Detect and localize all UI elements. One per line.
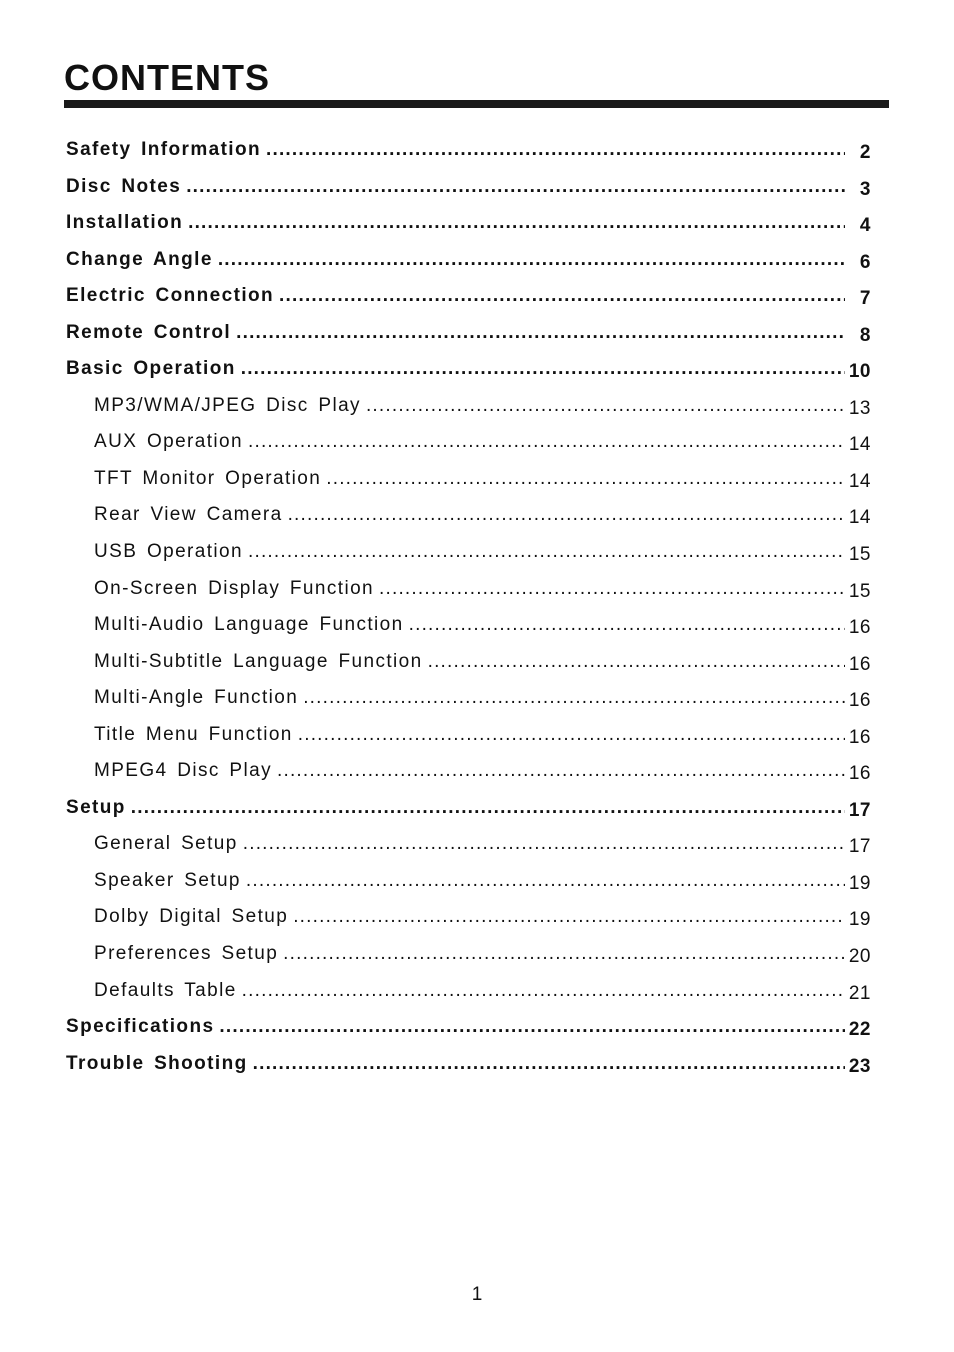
toc-entry-label: Remote Control [66,321,232,343]
toc-entry[interactable] [66,278,871,315]
toc-dot-leader [279,278,845,314]
toc-entry[interactable] [66,607,871,644]
toc-dot-leader [428,644,845,680]
toc-entry[interactable] [66,826,871,863]
toc-entry-label: MPEG4 Disc Play [94,760,272,782]
toc-dot-leader [219,1009,845,1045]
toc-entry[interactable] [66,351,871,388]
toc-entry[interactable] [66,680,871,717]
title-rule [64,100,889,108]
toc-entry-page: 6 [859,251,871,273]
toc-entry-page: 17 [848,799,871,821]
toc-dot-leader [248,534,845,570]
page-title: CONTENTS [64,57,270,98]
toc-entry-page: 16 [848,617,871,639]
toc-dot-leader [288,497,845,533]
page-number: 1 [471,1284,483,1305]
toc-entry-page: 16 [848,690,871,712]
toc-entry-page: 8 [859,324,871,346]
toc-entry[interactable] [66,717,871,754]
toc-entry[interactable] [66,1009,871,1046]
toc-entry-page: 2 [859,142,871,163]
toc-entry-label: Preferences Setup [94,943,279,965]
toc-entry[interactable] [66,571,871,608]
toc-entry-label: Installation [66,212,184,234]
toc-entry-label: MP3/WMA/JPEG Disc Play [94,394,361,416]
toc-entry-label: Dolby Digital Setup [94,906,289,928]
toc-entry[interactable] [66,242,871,279]
toc-dot-leader [283,936,845,972]
toc-entry-label: On-Screen Display Function [94,577,375,599]
toc-dot-leader [277,753,845,789]
toc-entry-page: 22 [848,1019,871,1041]
toc-entry-page: 3 [859,178,871,200]
toc-dot-leader [186,169,845,205]
toc-entry[interactable] [66,315,871,352]
toc-entry-page: 16 [848,653,871,675]
toc-entry-label: Multi-Angle Function [94,687,299,709]
toc-entry-page: 23 [848,1055,871,1077]
table-of-contents [66,132,871,1082]
toc-entry-label: Electric Connection [66,285,275,307]
toc-entry-label: Safety Information [66,139,261,160]
toc-entry[interactable] [66,1046,871,1083]
toc-entry-label: General Setup [94,833,238,855]
toc-entry[interactable] [66,753,871,790]
toc-entry-label: Speaker Setup [94,869,241,891]
toc-entry-label: Rear View Camera [94,504,283,526]
toc-dot-leader [298,717,845,753]
toc-entry-page: 14 [848,507,871,529]
toc-entry-page: 7 [859,288,871,310]
toc-dot-leader [409,607,845,643]
toc-dot-leader [236,315,845,351]
toc-entry-label: Disc Notes [66,175,182,197]
toc-entry[interactable] [66,497,871,534]
toc-dot-leader [242,973,845,1009]
toc-entry[interactable] [66,644,871,681]
toc-entry[interactable] [66,132,871,169]
toc-entry[interactable] [66,534,871,571]
toc-dot-leader [379,571,845,607]
toc-entry-label: Basic Operation [66,358,236,380]
toc-entry[interactable] [66,205,871,242]
toc-entry-page: 21 [848,982,871,1004]
toc-dot-leader [326,461,845,497]
toc-entry-label: Multi-Audio Language Function [94,614,404,636]
toc-entry-label: AUX Operation [94,431,243,453]
toc-entry-label: Specifications [66,1016,215,1038]
toc-entry[interactable] [66,936,871,973]
toc-dot-leader [243,826,845,862]
toc-entry-label: USB Operation [94,541,243,563]
toc-entry-page: 4 [859,215,871,237]
toc-dot-leader [188,205,845,241]
toc-entry-page: 19 [848,872,871,894]
toc-dot-leader [293,899,845,935]
toc-dot-leader [303,680,845,716]
toc-entry-page: 19 [848,909,871,931]
toc-entry-label: Defaults Table [94,979,237,1001]
toc-entry-page: 14 [848,434,871,456]
toc-entry-label: Multi-Subtitle Language Function [94,650,423,672]
toc-entry-page: 15 [848,580,871,602]
toc-dot-leader [241,351,845,387]
toc-entry[interactable] [66,973,871,1010]
toc-entry-label: Change Angle [66,248,213,270]
toc-entry[interactable] [66,899,871,936]
toc-dot-leader [366,388,845,424]
toc-dot-leader [218,242,845,278]
toc-dot-leader [246,863,845,899]
toc-entry[interactable] [66,863,871,900]
toc-entry[interactable] [66,790,871,827]
toc-entry-page: 16 [848,763,871,785]
toc-entry-label: Trouble Shooting [66,1052,248,1074]
toc-dot-leader [266,132,845,168]
toc-entry-page: 10 [848,361,871,383]
toc-dot-leader [131,790,845,826]
toc-entry[interactable] [66,169,871,206]
toc-dot-leader [253,1046,845,1082]
toc-entry-label: Setup [66,796,126,818]
toc-entry-page: 13 [848,397,871,419]
toc-entry[interactable] [66,461,871,498]
toc-entry[interactable] [66,424,871,461]
toc-entry-page: 17 [848,836,871,858]
toc-entry-page: 14 [848,470,871,492]
toc-entry-page: 16 [848,726,871,748]
toc-dot-leader [248,424,845,460]
toc-entry-page: 20 [848,946,871,968]
toc-entry-page: 15 [848,544,871,566]
toc-entry-label: Title Menu Function [94,723,293,745]
toc-entry-label: TFT Monitor Operation [94,467,322,489]
toc-entry[interactable] [66,388,871,425]
